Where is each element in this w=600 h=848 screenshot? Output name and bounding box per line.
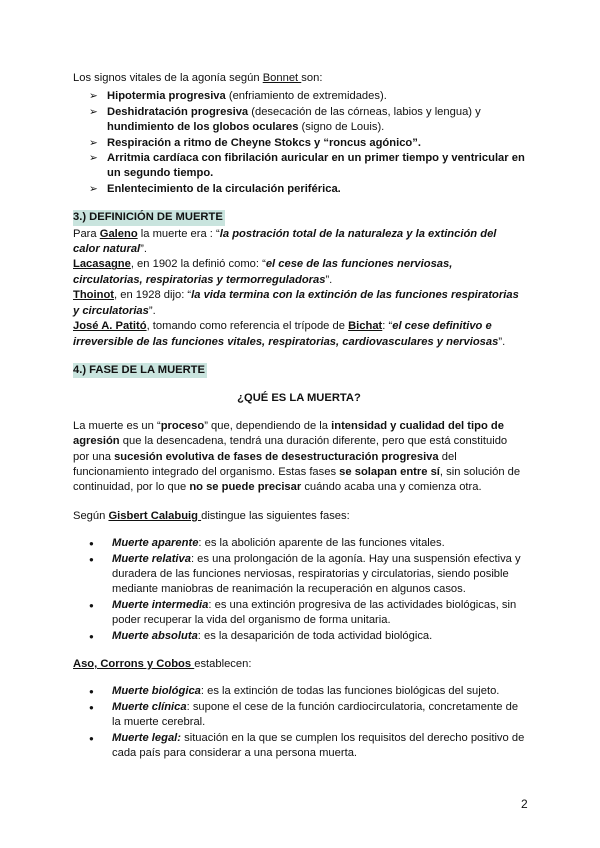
list-item: ➢ Deshidratación progresiva (desecación de las córneas, labios y lengua) y hundimiento de los globos oculares (signo de Louis). bbox=[89, 105, 525, 136]
author-bonnet: Bonnet bbox=[262, 72, 302, 84]
definition-galeno: Para Galeno la muerte era : “la postración total de la naturaleza y la extinción del calor natural”. bbox=[73, 227, 497, 256]
list-item: ● Muerte absoluta: es la desaparición de toda actividad biológica. bbox=[87, 629, 525, 644]
section-heading-4: 4.) FASE DE LA MUERTE bbox=[73, 363, 207, 378]
list-item: ➢ Arritmia cardíaca con fibrilación auricular en un primer tiempo y ventricular en un segundo tiempo. bbox=[89, 151, 525, 182]
section-heading-3: 3.) DEFINICIÓN DE MUERTE bbox=[73, 210, 225, 225]
list-item: ● Muerte legal: situación en la que se cumplen los requisitos del derecho positivo de cada país para considerar a una persona muerta. bbox=[87, 731, 525, 762]
page-title: ¿QUÉ ES LA MUERTA? bbox=[237, 392, 361, 405]
list-item: ● Muerte aparente: es la abolición aparente de las funciones vitales. bbox=[87, 536, 525, 551]
list-item: ● Muerte clínica: supone el cese de la función cardiocirculatoria, concretamente de la muerte cerebral. bbox=[87, 700, 525, 731]
process-paragraph: La muerte es un “proceso” que, dependiendo de la intensidad y cualidad del tipo de agresión que la desencadena, tendrá una duración diferente, pero que está constituido por una sucesión evolutiva de fases de desestructuración progresiva del funcionamiento integrado del organismo. Estas fases se solapan entre sí, sin solución de continuidad, por lo que no se puede precisar cuándo acaba una y comienza otra. bbox=[73, 419, 521, 494]
list-item: ● Muerte relativa: es una prolongación de la agonía. Hay una suspensión efectiva y duradera de las funciones nerviosas, respiratorias y circulatorias, siendo posible mediante maniobras de reanimación la recuperación en algunos casos. bbox=[87, 552, 525, 598]
phases-list bbox=[73, 536, 525, 644]
list-item: ➢ Respiración a ritmo de Cheyne Stokcs y “roncus agónico”. bbox=[89, 136, 525, 151]
page-number: 2 bbox=[521, 797, 528, 811]
death-types-list bbox=[73, 684, 525, 761]
intro-text: Los signos vitales de la agonía según bbox=[73, 72, 263, 84]
document-page bbox=[73, 71, 525, 761]
list-item: ● Muerte intermedia: es una extinción progresiva de las actividades biológicas, sin poder recuperar la vida del organismo de forma unitaria. bbox=[87, 598, 525, 629]
definition-lacassagne: Lacasagne, en 1902 la definió como: “el cese de las funciones nerviosas, circulatorias, respiratorias y termorreguladoras”. bbox=[73, 258, 453, 286]
gisbert-intro: Según Gisbert Calabuig distingue las siguientes fases: bbox=[73, 509, 350, 522]
list-item: ● Muerte biológica: es la extinción de todas las funciones biológicas del sujeto. bbox=[87, 684, 525, 699]
intro-text-end: son: bbox=[301, 72, 323, 84]
vital-signs-list bbox=[73, 89, 525, 197]
aso-intro: Aso, Corrons y Cobos establecen: bbox=[73, 658, 252, 670]
list-item: ➢ Hipotermia progresiva (enfriamiento de extremidades). bbox=[89, 89, 525, 104]
list-item: ➢ Enlentecimiento de la circulación periférica. bbox=[89, 182, 525, 197]
vital-signs-intro bbox=[73, 71, 525, 86]
definition-patito: José A. Patitó, tomando como referencia el trípode de Bichat: “el cese definitivo e irreversible de las funciones vitales, respiratorias, cardiovasculares y nerviosas”. bbox=[73, 320, 506, 348]
definition-thoinot: Thoinot, en 1928 dijo: “la vida termina con la extinción de las funciones respiratorias y circulatorias”. bbox=[73, 289, 519, 317]
